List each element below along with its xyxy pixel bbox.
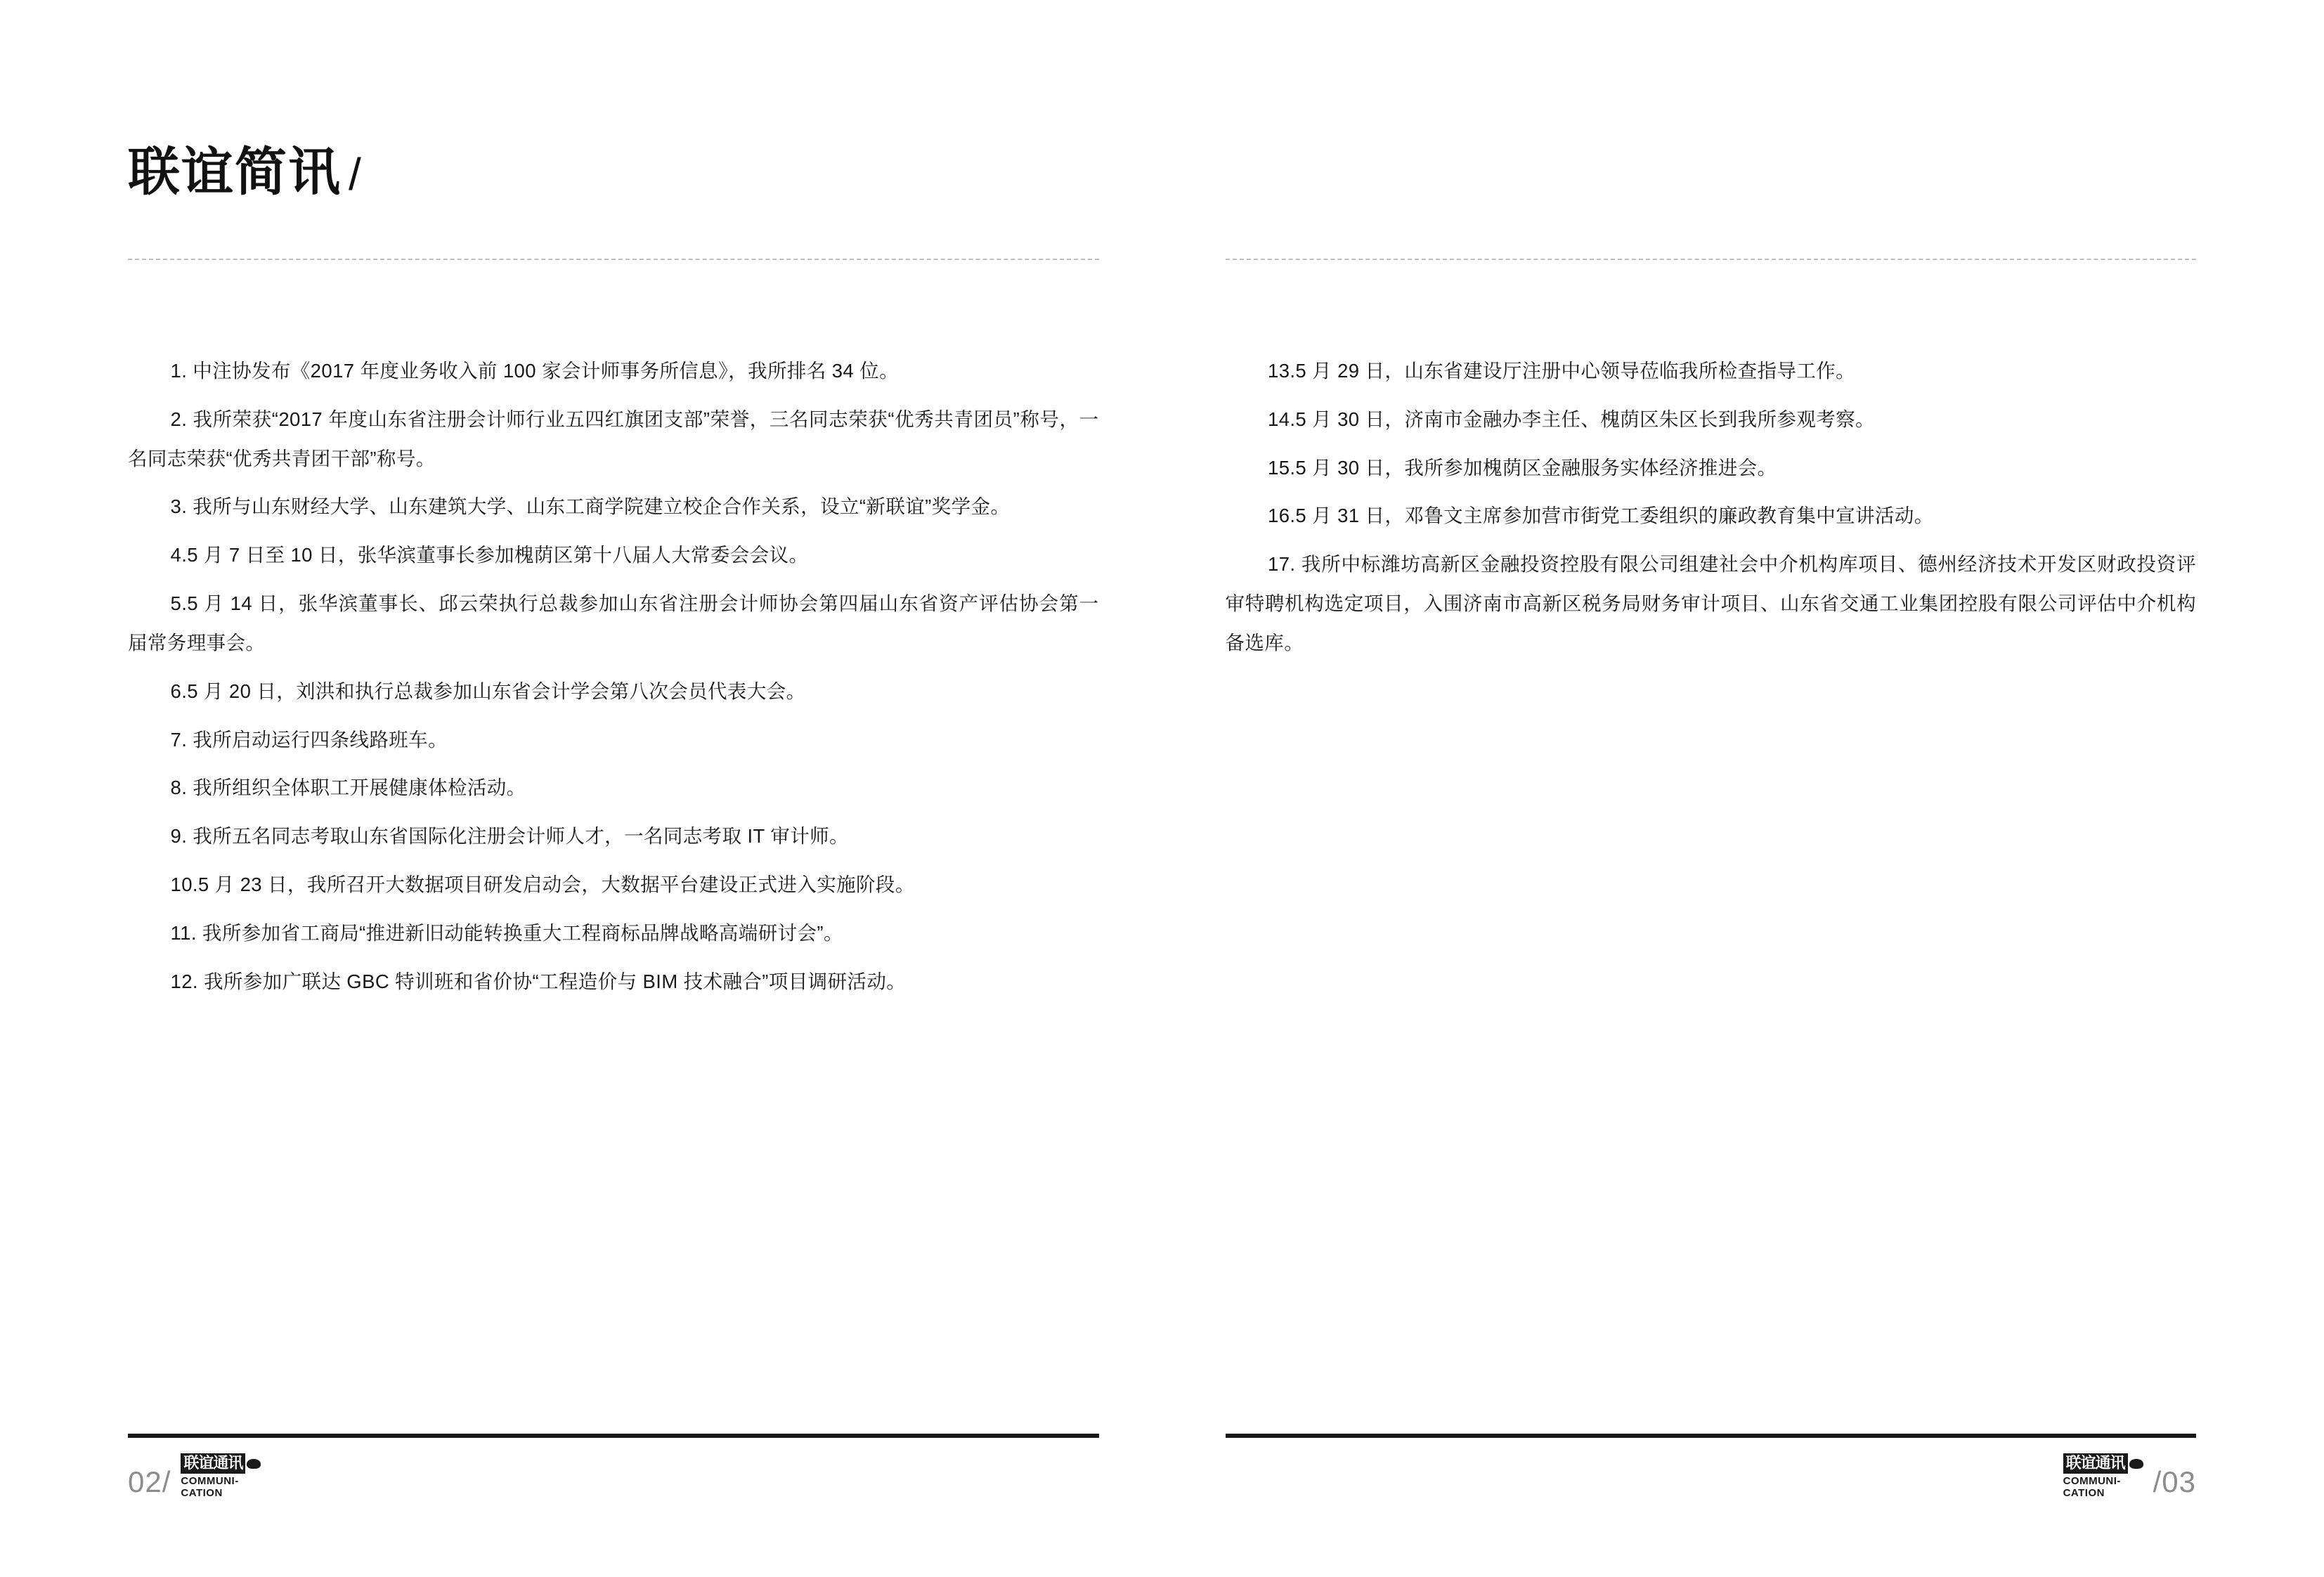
page-title-slash: /: [349, 149, 363, 200]
logo-leaf-icon: [2129, 1459, 2143, 1469]
logo-english-line1: COMMUNI-: [2063, 1475, 2121, 1488]
right-footer: [1226, 1448, 2197, 1500]
logo-chinese-text: 联谊通讯: [2063, 1453, 2128, 1474]
logo-english-text: [2063, 1476, 2143, 1500]
list-item: 13.5 月 29 日，山东省建设厅注册中心领导莅临我所检查指导工作。: [1268, 360, 1856, 382]
logo-chinese-text: 联谊通讯: [181, 1453, 245, 1474]
footer-divider: [128, 1434, 1099, 1438]
left-news-list: [128, 351, 1099, 1010]
list-item: 8. 我所组织全体职工开展健康体检活动。: [170, 777, 526, 799]
page-title-text: 联谊简讯: [128, 143, 342, 201]
list-item: 15.5 月 30 日，我所参加槐荫区金融服务实体经济推进会。: [1268, 456, 1777, 479]
brand-logo: [2053, 1453, 2153, 1500]
left-footer: [128, 1448, 1099, 1500]
page-number: 02/: [128, 1465, 171, 1498]
footer-divider-right: [1226, 1434, 2197, 1438]
right-page: [1162, 0, 2324, 1577]
logo-english-text: [181, 1476, 261, 1500]
list-item: 11. 我所参加省工商局“推进新旧动能转换重大工程商标品牌战略高端研讨会”。: [170, 921, 843, 944]
left-page-content: [128, 0, 1099, 1577]
list-item: 4.5 月 7 日至 10 日，张华滨董事长参加槐荫区第十八届人大常委会会议。: [170, 544, 809, 566]
list-item: 3. 我所与山东财经大学、山东建筑大学、山东工商学院建立校企合作关系，设立“新联谊”奖学金。: [170, 495, 1011, 518]
list-item: 10.5 月 23 日，我所召开大数据项目研发启动会，大数据平台建设正式进入实施阶段。: [170, 873, 915, 895]
list-item: 1. 中注协发布《2017 年度业务收入前 100 家会计师事务所信息》，我所排名 34 位。: [170, 360, 899, 382]
list-item: 17. 我所中标潍坊高新区金融投资控股有限公司组建社会中介机构库项目、德州经济技术开发区财政投资评审特聘机构选定项目，入围济南市高新区税务局财务审计项目、山东省交通工业集团控股有限公司评估中介机构备选库。: [1225, 553, 2196, 654]
logo-leaf-icon: [247, 1459, 261, 1469]
list-item: 7. 我所启动运行四条线路班车。: [170, 728, 448, 751]
list-item: 6.5 月 20 日，刘洪和执行总裁参加山东省会计学会第八次会员代表大会。: [170, 680, 806, 702]
right-page-content: [1226, 0, 2197, 1577]
logo-english-line2: CATION: [181, 1487, 223, 1500]
list-item: 12. 我所参加广联达 GBC 特训班和省价协“工程造价与 BIM 技术融合”项目调研活动。: [170, 970, 907, 992]
brand-logo: [171, 1453, 271, 1500]
list-item: 14.5 月 30 日，济南市金融办李主任、槐荫区朱区长到我所参观考察。: [1268, 408, 1875, 430]
logo-english-line1: COMMUNI-: [181, 1475, 239, 1488]
list-item: 16.5 月 31 日，邓鲁文主席参加营市街党工委组织的廉政教育集中宣讲活动。: [1268, 505, 1934, 527]
title-divider: [128, 259, 1099, 260]
page-number: /03: [2153, 1465, 2196, 1498]
list-item: 9. 我所五名同志考取山东省国际化注册会计师人才，一名同志考取 IT 审计师。: [170, 825, 849, 848]
list-item: 2. 我所荣获“2017 年度山东省注册会计师行业五四红旗团支部”荣誉，三名同志荣获“优秀共青团员”称号，一名同志荣获“优秀共青团干部”称号。: [128, 408, 1099, 469]
title-divider-right: [1226, 259, 2197, 260]
logo-english-line2: CATION: [2063, 1487, 2105, 1500]
right-news-list: [1226, 351, 2197, 672]
page-title: [128, 143, 363, 201]
list-item: 5.5 月 14 日，张华滨董事长、邱云荣执行总裁参加山东省注册会计师协会第四届山东省资产评估协会第一届常务理事会。: [128, 592, 1099, 654]
